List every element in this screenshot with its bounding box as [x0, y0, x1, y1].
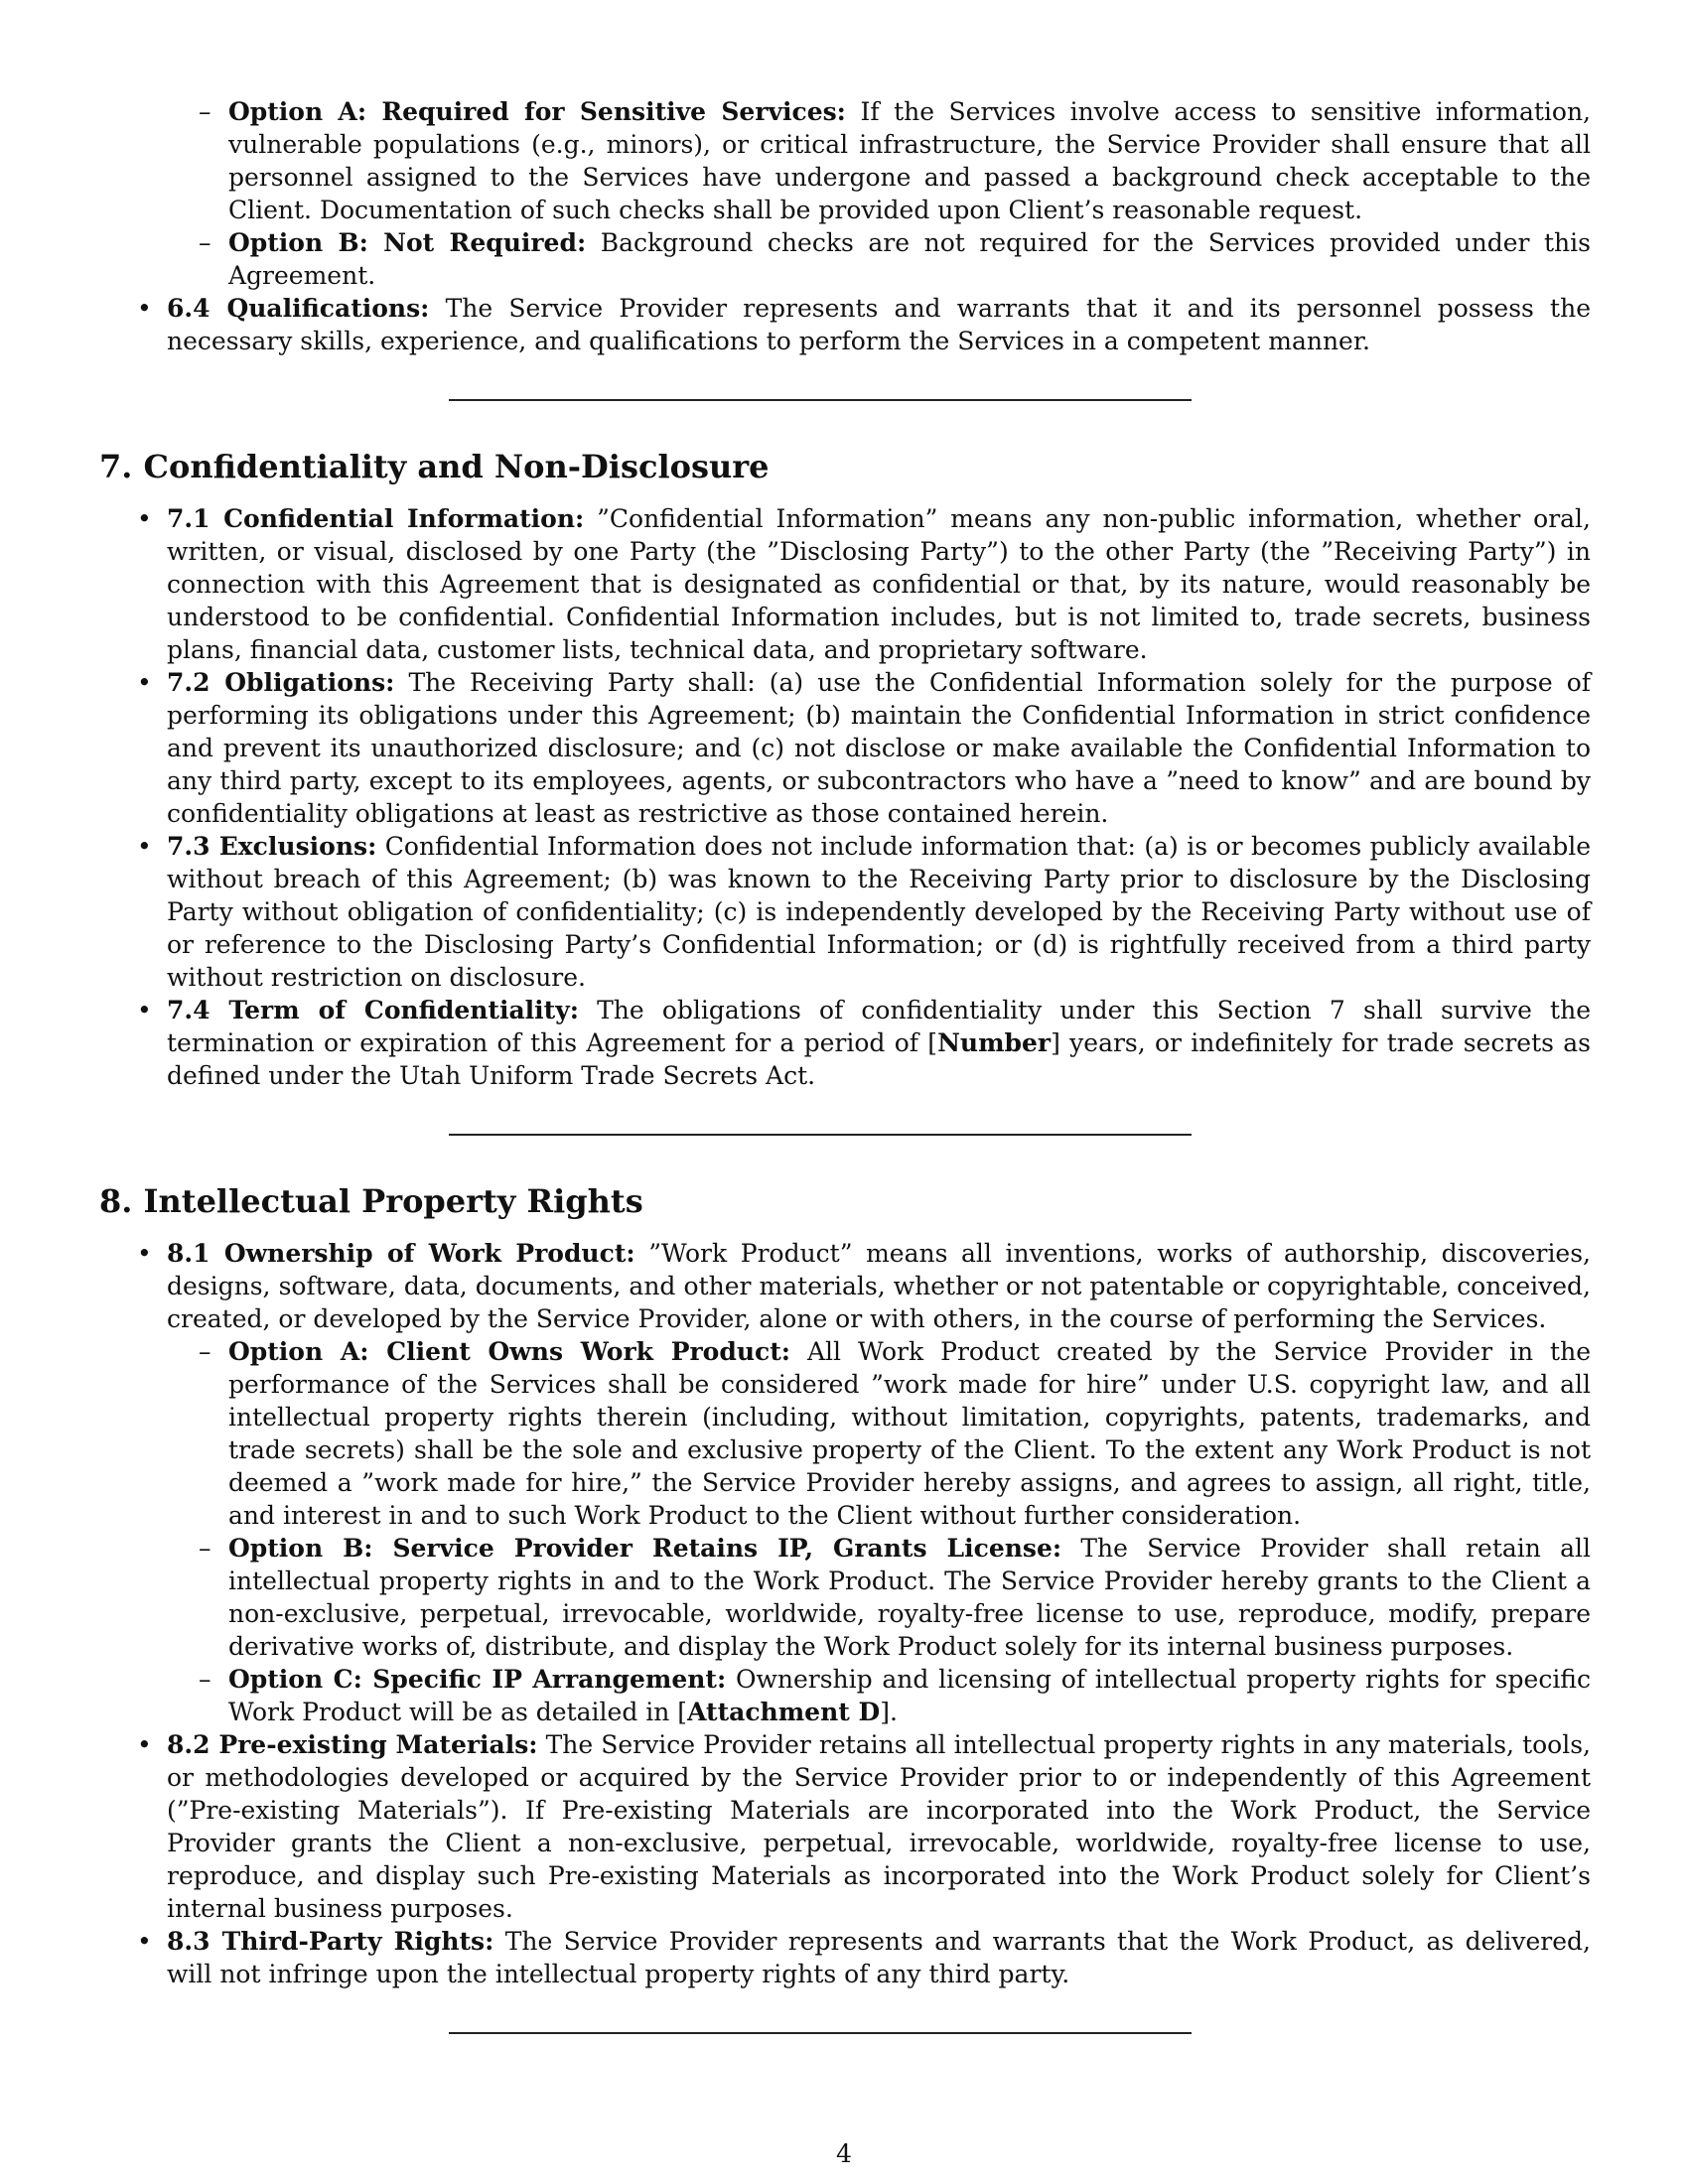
clause-8-1-options [167, 1335, 1591, 1728]
section-divider [449, 1134, 1192, 1136]
page-number: 4 [836, 2139, 852, 2168]
section-8-title: 8. Intellectual Property Rights [99, 1182, 643, 1220]
document-page [99, 95, 1591, 2080]
option-a-client-owns: – Option A: Client Owns Work Product: All Work Product created by the Service Provider in the performance of the Services shall be considered ”work made for hire” under U.S. copyright law, and all intellectual property rights therein (including, without limitation, copyrights, patents, trademarks, and trade secrets) shall be the sole and exclusive property of the Client. To the extent any Work Product is not deemed a ”work made for hire,” the Service Provider hereby assigns, and agrees to assign, all right, title, and interest in and to such Work Product to the Client without further consideration. [167, 1335, 1591, 1532]
clause-7-1: • 7.1 Confidential Information: ”Confidential Information” means any non-public information, whether oral, written, or visual, disclosed by one Party (the ”Disclosing Party”) to the other Party (the ”Receiving Party”) in connection with this Agreement that is designated as confidential or that, by its nature, would reasonably be understood to be confidential. Confidential Information includes, but is not limited to, trade secrets, business plans, financial data, customer lists, technical data, and proprietary software. [99, 502, 1591, 666]
clause-7-2: • 7.2 Obligations: The Receiving Party shall: (a) use the Confidential Information solely for the purpose of performing its obligations under this Agreement; (b) maintain the Confidential Information in strict confidence and prevent its unauthorized disclosure; and (c) not disclose or make available the Confidential Information to any third party, except to its employees, agents, or subcontractors who have a ”need to know” and are bound by confidentiality obligations at least as restrictive as those contained herein. [99, 666, 1591, 830]
option-c-specific-arrangement: – Option C: Specific IP Arrangement: Ownership and licensing of intellectual property rights for specific Work Product will be as detailed in [Attachment D]. [167, 1663, 1591, 1728]
section-7-list [99, 502, 1591, 1092]
clause-8-1: • 8.1 Ownership of Work Product: ”Work Product” means all inventions, works of authorship, discoveries, designs, software, data, documents, and other materials, whether or not patentable or copyrightable, conceived, created, or developed by the Service Provider, alone or with others, in the course of performing the Services. – Option A: Client Owns Work Product: All Work Product created by the Service Provider in the performance of the Services shall be considered ”work made for hire” under U.S. copyright law, and all intellectual property rights therein (including, without limitation, copyrights, patents, trademarks, and trade secrets) shall be the sole and exclusive property of the Client. To the extent any Work Product is not deemed a ”work made for hire,” the Service Provider hereby assigns, and agrees to assign, all right, title, and interest in and to such Work Product to the Client without further consideration. – Option B: Service Provider Retains IP, Grants License: The Service Provider shall retain all intellectual property rights in and to the Work Product. The Service Provider hereby grants to the Client a non-exclusive, perpetual, irrevocable, worldwide, royalty-free license to use, reproduce, modify, prepare derivative works of, distribute, and display the Work Product solely for its internal business purposes. – Option C: Specific IP Arrangement: Ownership and licensing of intellectual property rights for specific Work Product will be as detailed in [Attachment D]. [99, 1237, 1591, 1728]
option-b-background-check: – Option B: Not Required: Background checks are not required for the Services provided under this Agreement. [99, 226, 1591, 292]
clause-8-2: • 8.2 Pre-existing Materials: The Service Provider retains all intellectual property rights in any materials, tools, or methodologies developed or acquired by the Service Provider prior to or independently of this Agreement (”Pre-existing Materials”). If Pre-existing Materials are incorporated into the Work Product, the Service Provider grants the Client a non-exclusive, perpetual, irrevocable, worldwide, royalty-free license to use, reproduce, and display such Pre-existing Materials as incorporated into the Work Product solely for Client’s internal business purposes. [99, 1728, 1591, 1925]
section-divider [449, 399, 1192, 401]
option-a-background-check: – Option A: Required for Sensitive Services: If the Services involve access to sensitive information, vulnerable populations (e.g., minors), or critical infrastructure, the Service Provider shall ensure that all personnel assigned to the Services have undergone and passed a background check acceptable to the Client. Documentation of such checks shall be provided upon Client’s reasonable request. [99, 95, 1591, 226]
clause-7-3: • 7.3 Exclusions: Confidential Information does not include information that: (a) is or becomes publicly available without breach of this Agreement; (b) was known to the Receiving Party prior to disclosure by the Disclosing Party without obligation of confidentiality; (c) is independently developed by the Receiving Party without use of or reference to the Disclosing Party’s Confidential Information; or (d) is rightfully received from a third party without restriction on disclosure. [99, 830, 1591, 994]
clause-6-4: • 6.4 Qualifications: The Service Provider represents and warrants that it and its personnel possess the necessary skills, experience, and qualifications to perform the Services in a competent manner. [99, 292, 1591, 357]
placeholder-attachment: Attachment D [687, 1698, 881, 1726]
section-divider [449, 2032, 1192, 2034]
placeholder-number: Number [937, 1028, 1052, 1057]
section-7-title: 7. Confidentiality and Non-Disclosure [99, 448, 770, 485]
option-b-provider-retains: – Option B: Service Provider Retains IP, Grants License: The Service Provider shall retain all intellectual property rights in and to the Work Product. The Service Provider hereby grants to the Client a non-exclusive, perpetual, irrevocable, worldwide, royalty-free license to use, reproduce, modify, prepare derivative works of, distribute, and display the Work Product solely for its internal business purposes. [167, 1532, 1591, 1663]
section-8-list [99, 1237, 1591, 1990]
clause-8-3: • 8.3 Third-Party Rights: The Service Provider represents and warrants that the Work Product, as delivered, will not infringe upon the intellectual property rights of any third party. [99, 1925, 1591, 1990]
continued-list [99, 95, 1591, 357]
clause-7-4: • 7.4 Term of Confidentiality: The obligations of confidentiality under this Section 7 shall survive the termination or expiration of this Agreement for a period of [Number] years, or indefinitely for trade secrets as defined under the Utah Uniform Trade Secrets Act. [99, 994, 1591, 1092]
